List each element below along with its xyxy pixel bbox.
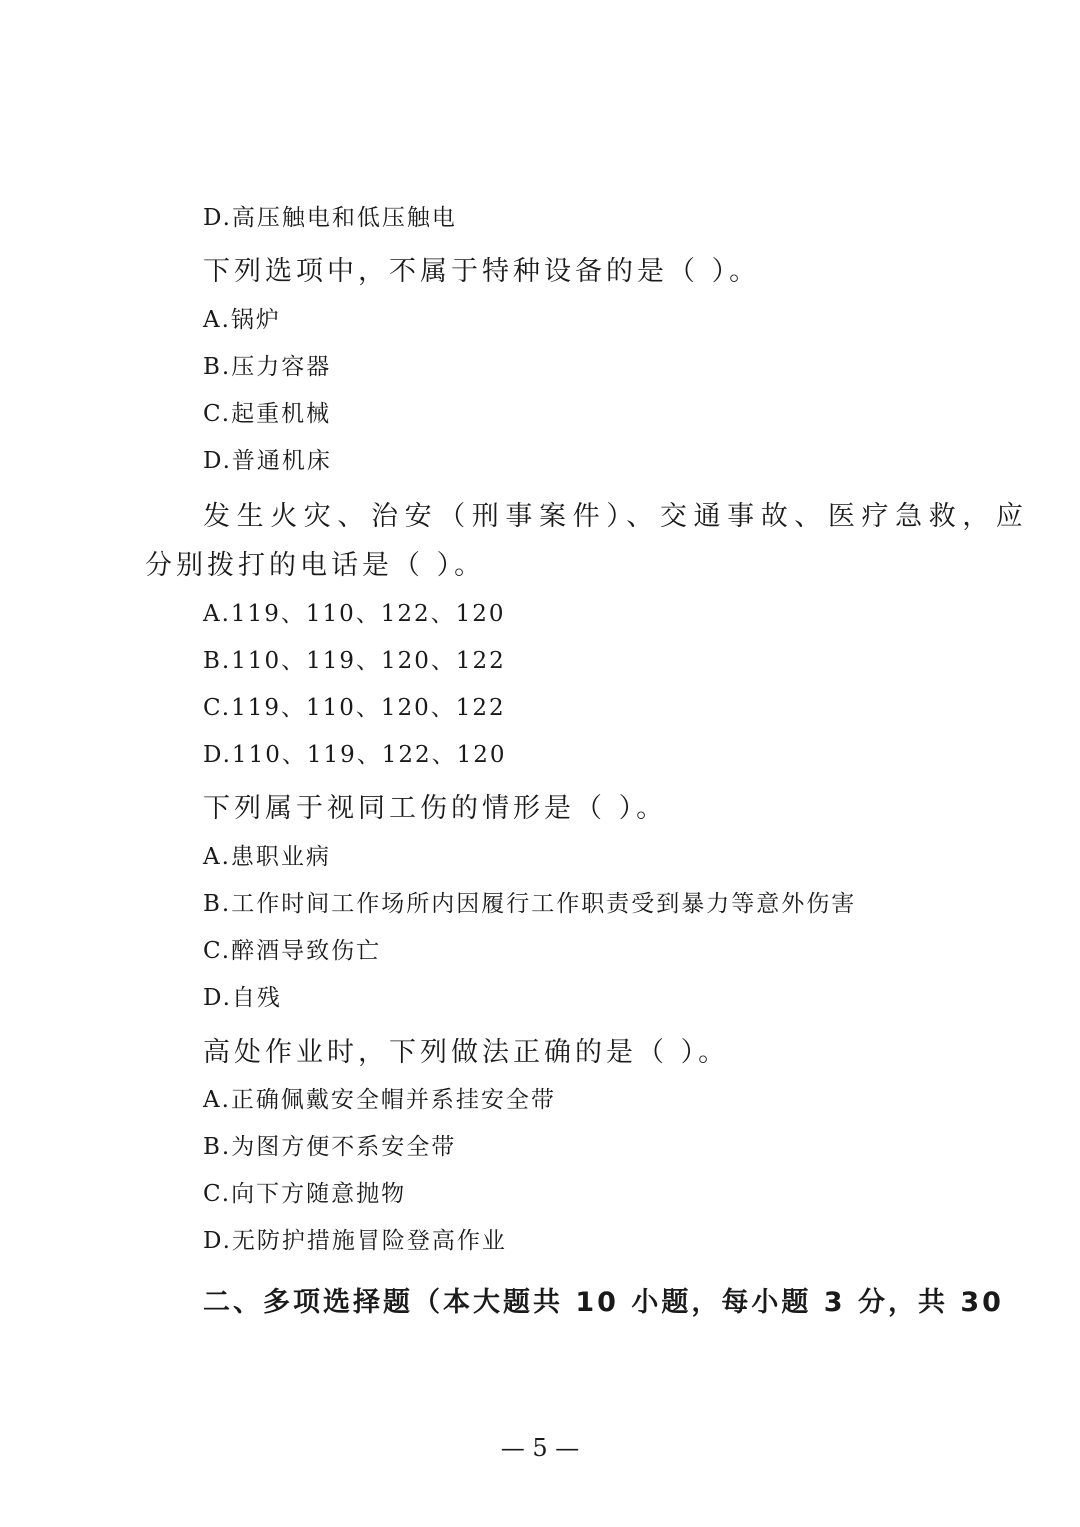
- option-d-self-harm: D.自残: [203, 985, 282, 1011]
- option-c-numbers: C.119、110、120、122: [203, 695, 506, 721]
- option-b-no-harness: B.为图方便不系安全带: [203, 1134, 457, 1160]
- option-d-electric-shock: D.高压触电和低压触电: [203, 205, 457, 231]
- option-a-helmet-harness: A.正确佩戴安全帽并系挂安全带: [203, 1087, 556, 1113]
- option-d-numbers: D.110、119、122、120: [203, 742, 507, 768]
- option-a-boiler: A.锅炉: [203, 307, 281, 333]
- option-a-occupational-disease: A.患职业病: [203, 844, 331, 870]
- question-work-at-height: 高处作业时，下列做法正确的是（ ）。: [203, 1037, 730, 1068]
- question-special-equipment: 下列选项中，不属于特种设备的是（ ）。: [203, 256, 761, 287]
- option-a-numbers: A.119、110、122、120: [203, 601, 506, 627]
- option-b-pressure-vessel: B.压力容器: [203, 354, 332, 380]
- option-b-numbers: B.110、119、120、122: [203, 648, 506, 674]
- option-d-machine-tool: D.普通机床: [203, 448, 332, 474]
- section-heading-multiple-choice: 二、多项选择题（本大题共 10 小题，每小题 3 分，共 30: [203, 1287, 1004, 1318]
- option-c-throw-objects: C.向下方随意抛物: [203, 1181, 407, 1207]
- page-number: — 5 —: [500, 1434, 580, 1462]
- question-work-injury: 下列属于视同工伤的情形是（ ）。: [203, 793, 668, 824]
- option-c-drunk: C.醉酒导致伤亡: [203, 938, 382, 964]
- option-c-lifting-machinery: C.起重机械: [203, 401, 332, 427]
- question-emergency-numbers-continued: 分别拨打的电话是（ ）。: [145, 550, 486, 581]
- question-emergency-numbers: 发生火灾、治安（刑事案件）、交通事故、医疗急救，应: [203, 501, 1030, 532]
- option-d-no-protection: D.无防护措施冒险登高作业: [203, 1228, 507, 1254]
- option-b-violence-injury: B.工作时间工作场所内因履行工作职责受到暴力等意外伤害: [203, 891, 857, 917]
